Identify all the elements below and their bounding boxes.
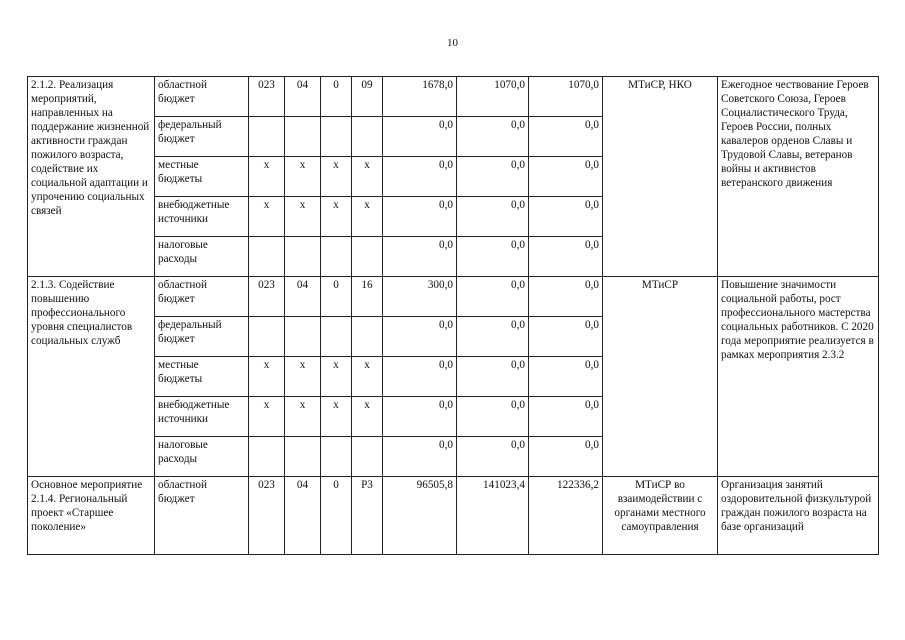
code-measure-cell [352, 237, 383, 277]
code-grbs-cell [249, 117, 285, 157]
executor-cell: МТиСР во взаимодействии с органами местного самоуправления [603, 477, 718, 555]
code-measure-cell: х [352, 357, 383, 397]
code-measure-cell: х [352, 397, 383, 437]
funding-source-cell: налоговые расходы [155, 437, 249, 477]
funding-source-cell: федеральный бюджет [155, 317, 249, 357]
measure-name-cell: Основное мероприятие 2.1.4. Региональный проект «Старшее поколение» [28, 477, 155, 555]
amount-year3-cell: 0,0 [529, 277, 603, 317]
amount-year1-cell: 0,0 [383, 117, 457, 157]
code-program-cell: 04 [285, 477, 321, 555]
amount-year3-cell: 122336,2 [529, 477, 603, 555]
table-row [28, 277, 879, 317]
amount-year3-cell: 0,0 [529, 117, 603, 157]
code-grbs-cell [249, 437, 285, 477]
funding-source-cell: областной бюджет [155, 477, 249, 555]
code-grbs-cell: х [249, 397, 285, 437]
funding-source-cell: федеральный бюджет [155, 117, 249, 157]
code-grbs-cell: х [249, 157, 285, 197]
amount-year1-cell: 0,0 [383, 317, 457, 357]
code-grbs-cell: х [249, 197, 285, 237]
amount-year2-cell: 0,0 [457, 317, 529, 357]
code-measure-cell: P3 [352, 477, 383, 555]
amount-year3-cell: 0,0 [529, 157, 603, 197]
funding-source-cell: налоговые расходы [155, 237, 249, 277]
code-grbs-cell [249, 317, 285, 357]
amount-year1-cell: 0,0 [383, 397, 457, 437]
code-subprogram-cell: х [321, 157, 352, 197]
measure-name-cell: 2.1.3. Содействие повышению профессионального уровня специалистов социальных служб [28, 277, 155, 477]
code-subprogram-cell: 0 [321, 277, 352, 317]
code-measure-cell: х [352, 197, 383, 237]
executor-cell: МТиСР [603, 277, 718, 477]
code-subprogram-cell: х [321, 197, 352, 237]
funding-source-cell: областной бюджет [155, 277, 249, 317]
funding-source-cell: местные бюджеты [155, 157, 249, 197]
amount-year2-cell: 0,0 [457, 157, 529, 197]
funding-source-cell: внебюджетные источники [155, 197, 249, 237]
code-grbs-cell: 023 [249, 77, 285, 117]
amount-year2-cell: 0,0 [457, 277, 529, 317]
amount-year3-cell: 0,0 [529, 317, 603, 357]
amount-year1-cell: 0,0 [383, 357, 457, 397]
amount-year3-cell: 0,0 [529, 357, 603, 397]
amount-year2-cell: 141023,4 [457, 477, 529, 555]
code-subprogram-cell: х [321, 357, 352, 397]
code-program-cell: 04 [285, 77, 321, 117]
amount-year3-cell: 0,0 [529, 397, 603, 437]
code-subprogram-cell: 0 [321, 77, 352, 117]
funding-source-cell: внебюджетные источники [155, 397, 249, 437]
amount-year1-cell: 0,0 [383, 237, 457, 277]
amount-year2-cell: 0,0 [457, 117, 529, 157]
code-grbs-cell [249, 237, 285, 277]
code-program-cell [285, 317, 321, 357]
code-subprogram-cell [321, 117, 352, 157]
amount-year2-cell: 0,0 [457, 237, 529, 277]
amount-year2-cell: 0,0 [457, 197, 529, 237]
amount-year1-cell: 0,0 [383, 157, 457, 197]
amount-year3-cell: 0,0 [529, 437, 603, 477]
code-subprogram-cell [321, 317, 352, 357]
executor-cell: МТиСР, НКО [603, 77, 718, 277]
amount-year1-cell: 96505,8 [383, 477, 457, 555]
code-measure-cell [352, 317, 383, 357]
code-grbs-cell: 023 [249, 277, 285, 317]
expected-result-cell: Ежегодное чествование Героев Советского Союза, Героев Социалистического Труда, Героев России, полных кавалеров орденов Славы и Трудовой Славы, ветеранов войны и активистов ветеранского движения [718, 77, 879, 277]
code-program-cell [285, 437, 321, 477]
code-measure-cell: х [352, 157, 383, 197]
code-measure-cell: 09 [352, 77, 383, 117]
code-program-cell: 04 [285, 277, 321, 317]
table-row [28, 477, 879, 555]
table-row [28, 77, 879, 117]
measure-name-cell: 2.1.2. Реализация мероприятий, направленных на поддержание жизненной активности граждан пожилого возраста, содействие их социальной адаптации и упрочению социальных связей [28, 77, 155, 277]
code-grbs-cell: х [249, 357, 285, 397]
amount-year3-cell: 1070,0 [529, 77, 603, 117]
amount-year2-cell: 0,0 [457, 397, 529, 437]
amount-year1-cell: 0,0 [383, 437, 457, 477]
amount-year2-cell: 0,0 [457, 357, 529, 397]
code-program-cell: х [285, 397, 321, 437]
funding-source-cell: местные бюджеты [155, 357, 249, 397]
amount-year2-cell: 1070,0 [457, 77, 529, 117]
code-measure-cell: 16 [352, 277, 383, 317]
code-program-cell: х [285, 157, 321, 197]
code-program-cell [285, 237, 321, 277]
amount-year3-cell: 0,0 [529, 197, 603, 237]
amount-year3-cell: 0,0 [529, 237, 603, 277]
page-number: 10 [447, 37, 458, 49]
code-subprogram-cell: х [321, 397, 352, 437]
amount-year2-cell: 0,0 [457, 437, 529, 477]
code-subprogram-cell [321, 237, 352, 277]
code-measure-cell [352, 437, 383, 477]
expected-result-cell: Организация занятий оздоровительной физкультурой граждан пожилого возраста на базе организаций [718, 477, 879, 555]
code-grbs-cell: 023 [249, 477, 285, 555]
expected-result-cell: Повышение значимости социальной работы, рост профессионального мастерства социальных работников. С 2020 года мероприятие реализуется в рамках мероприятия 2.3.2 [718, 277, 879, 477]
program-table [27, 76, 879, 555]
table-body [28, 77, 879, 555]
code-subprogram-cell [321, 437, 352, 477]
amount-year1-cell: 300,0 [383, 277, 457, 317]
amount-year1-cell: 1678,0 [383, 77, 457, 117]
code-measure-cell [352, 117, 383, 157]
amount-year1-cell: 0,0 [383, 197, 457, 237]
code-program-cell [285, 117, 321, 157]
funding-source-cell: областной бюджет [155, 77, 249, 117]
code-program-cell: х [285, 197, 321, 237]
code-subprogram-cell: 0 [321, 477, 352, 555]
code-program-cell: х [285, 357, 321, 397]
